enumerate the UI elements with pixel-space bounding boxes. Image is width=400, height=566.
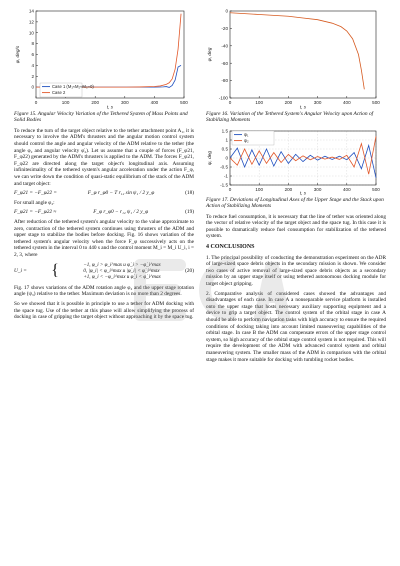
figure-16-chart: [206, 8, 386, 110]
series-line: [230, 145, 376, 177]
right-column: [206, 8, 386, 366]
paragraph: Fig. 17 shows variations of the ADM rotation angle φ₂ and the upper stage rotation angle (ψ₃) relative to the tether. Maximum deviation is no more than 2 degrees.: [14, 284, 194, 298]
y-axis-label: φ, deg/s: [16, 45, 21, 64]
x-tick-label: 100: [255, 186, 264, 192]
equation-18-number: (18): [185, 190, 194, 197]
x-tick-label: 200: [284, 186, 293, 192]
legend-entry: ψ₁: [244, 131, 249, 137]
x-tick-label: 300: [313, 100, 322, 105]
equation-20-row: −1, φ_i > φ_i^max и φ̇_i > −φ̇_i^max: [83, 261, 161, 268]
legend-box: [232, 131, 274, 145]
figure-17-caption: Figure 17. Deviations of Longitudinal Axes of the Upper Stage and the Stack upon Action of Stabilizing Moments: [206, 196, 384, 210]
paragraph: To reduce the turn of the target object relative to the tether attachment point A₁, it is necessary to involve the ADM's thrusters and the angular motion control system should control the angle and angular velocity of the ADM relative to the tether (the angle φ₂ and angular velocity φ̇₂). Let us assume that a couple of forces (F_φ21, F_φ22) generated by the ADM's thrusters is applied to the ADM. The forces F_φ21, F_φ22 are directed along the target object's longitudinal axis. Assuming infinitesimality of the tethered system's angular acceleration under the action F_φ, we can write down the condition of quasi-static equilibrium of the stack of the ADM and target object:: [14, 127, 194, 187]
equation-19-number: (19): [185, 209, 194, 216]
figure-17-chart: [206, 128, 386, 196]
y-tick-label: 12: [28, 19, 34, 25]
y-tick-label: -20: [221, 26, 228, 31]
legend-entry: Case 2: [52, 90, 66, 95]
y-tick-label: 0.5: [221, 146, 228, 152]
paragraph: After reduction of the tethered system's angular velocity to the value approximate to zero, contraction of the tethered system continues using thrusters of the ADM and upper stage to stabilize the bodies before docking. Fig. 16 shows variation of the tethered system's angular velocity when the force F_φ successively acts on the tethered system in the interval 0 to 440 s and the control moment M_i = M_i U_i, i = 2, 3, where: [14, 218, 195, 258]
y-tick-label: -60: [221, 60, 228, 66]
series-line: [230, 13, 364, 90]
y-tick-label: 1.5: [221, 128, 228, 134]
y-axis-label: ψ, deg: [208, 150, 213, 165]
y-tick-label: -100: [218, 95, 228, 101]
x-tick-label: 500: [372, 186, 380, 192]
equation-20: [14, 262, 194, 281]
y-tick-label: 4: [31, 62, 34, 68]
x-tick-label: 0: [228, 186, 232, 192]
y-tick-label: -1: [223, 173, 228, 179]
x-tick-label: 200: [91, 100, 100, 105]
paragraph: So we showed that it is possible in principle to use a tether for ADM docking with the space tug. Use of the tether at this phase will allow simplifying the process of docking in case of gripping the target object without approaching it by the space tug.: [14, 300, 194, 321]
y-tick-label: 10: [28, 30, 34, 36]
y-tick-label: -0.5: [220, 164, 228, 170]
figure-15-caption: Figure 15. Angular Velocity Variation of the Tethered System of Mass Points and Solid Bodies: [14, 111, 188, 124]
y-tick-label: -1.5: [220, 182, 228, 188]
x-tick-label: 300: [120, 100, 129, 105]
section-heading: 4 CONCLUSIONS: [206, 244, 255, 250]
legend-entry: ψ₂: [244, 137, 249, 143]
x-tick-label: 400: [342, 100, 351, 105]
x-tick-label: 0: [34, 100, 38, 105]
y-tick-label: 8: [31, 41, 34, 47]
paragraph: To reduce fuel consumption, it is necessary that the line of tether was oriented along the vector of relative velocity of the target object and the space tug. In this case it is possible to dramatically reduce fuel consumption for stabilization of the tethered system.: [206, 213, 386, 240]
x-tick-label: 400: [342, 186, 351, 192]
x-axis-label: t, s: [299, 191, 307, 196]
y-tick-label: 6: [31, 52, 34, 58]
equation-20-row: +1, φ_i < −φ_i^max и φ̇_i < φ̇_i^max: [83, 274, 161, 281]
figure-15-chart: [14, 8, 194, 110]
series-line: [36, 14, 181, 87]
x-tick-label: 400: [150, 100, 159, 105]
y-tick-label: -40: [221, 43, 228, 49]
x-axis-label: t, s: [299, 105, 307, 110]
x-tick-label: 500: [180, 100, 188, 105]
y-tick-label: 0: [225, 155, 228, 161]
x-tick-label: 500: [372, 100, 380, 105]
y-axis-label: φ, deg: [208, 47, 213, 62]
equation-18: [14, 190, 194, 197]
plot-frame: [230, 11, 376, 98]
equation-20-cases: [83, 262, 160, 281]
equation-20-number: (20): [185, 267, 194, 274]
x-tick-label: 100: [61, 100, 70, 105]
equation-19-lhs: F_φ21 = −F_φ22 ≈: [14, 209, 57, 216]
equation-19-rhs: F_φ r_φ0 − r₁₂ ψ₁ / 2 y_φ: [93, 209, 149, 216]
paragraph: 1. The principal possibility of conducting the demonstration experiment on the ADR of large-sized space debris objects in the secondary mission is shown. We consider two cases of active removal of large-sized space debris objects as a secondary mission by an upper stage itself or using tethered autonomous docking module for target object gripping.: [206, 254, 386, 287]
y-tick-label: 14: [28, 8, 34, 14]
x-axis-label: t, s: [106, 105, 114, 110]
x-tick-label: 100: [255, 100, 264, 105]
x-tick-label: 200: [284, 100, 293, 105]
x-tick-label: 0: [228, 100, 232, 105]
equation-20-label: U_i =: [14, 267, 27, 274]
equation-20-row: 0, |φ_i| < φ_i^max и |φ̇_i| < φ̇_i^max: [83, 267, 160, 274]
y-tick-label: -80: [221, 78, 228, 84]
y-tick-label: 0: [225, 8, 228, 14]
paragraph: 2. Comparative analysis of considered cases showed the advantages and disadvantages of each case. In case A a nonseparable service platform is installed onto the upper stage that hosts necessary auxiliary supporting equipment and a device to grip a target object. The control system of the orbital stage in case A should be able to perform navigation tasks with high accuracy to ensure the required conditions of docking taking into account limited maneuvering capabilities of the orbital stage. In case B the ADM can compensate errors of the upper stage control system, so high accuracy of the orbital stage control system is not required. This will require the development of the ADM with advanced control system and orbital maneuvering system. The smaller mass of the ADM in comparison with the orbital stage makes it more suitable for docking with tumbling rocket bodies.: [206, 290, 386, 363]
equation-20-brace-icon: {: [51, 262, 59, 280]
y-tick-label: 0: [31, 84, 34, 90]
equation-18-lhs: F_φ21 = −F_φ22 =: [14, 190, 57, 197]
x-tick-label: 300: [313, 186, 322, 192]
equation-18-rhs: F_φ r_φ0 − T r₁₂ sin ψ₁ / 2 y_φ: [87, 190, 155, 197]
legend-entry: Case 1 (M₁≈M₂≈M₃=0): [52, 84, 94, 89]
y-tick-label: 2: [31, 73, 34, 79]
y-tick-label: 1: [225, 137, 228, 143]
left-column: [14, 8, 194, 324]
figure-16-caption: Figure 16. Variation of the Tethered System's Angular Velocity upon Action of Stabilizing Moments: [206, 111, 374, 124]
equation-19: [14, 209, 194, 216]
paragraph: For small angle φ₂:: [14, 199, 55, 206]
